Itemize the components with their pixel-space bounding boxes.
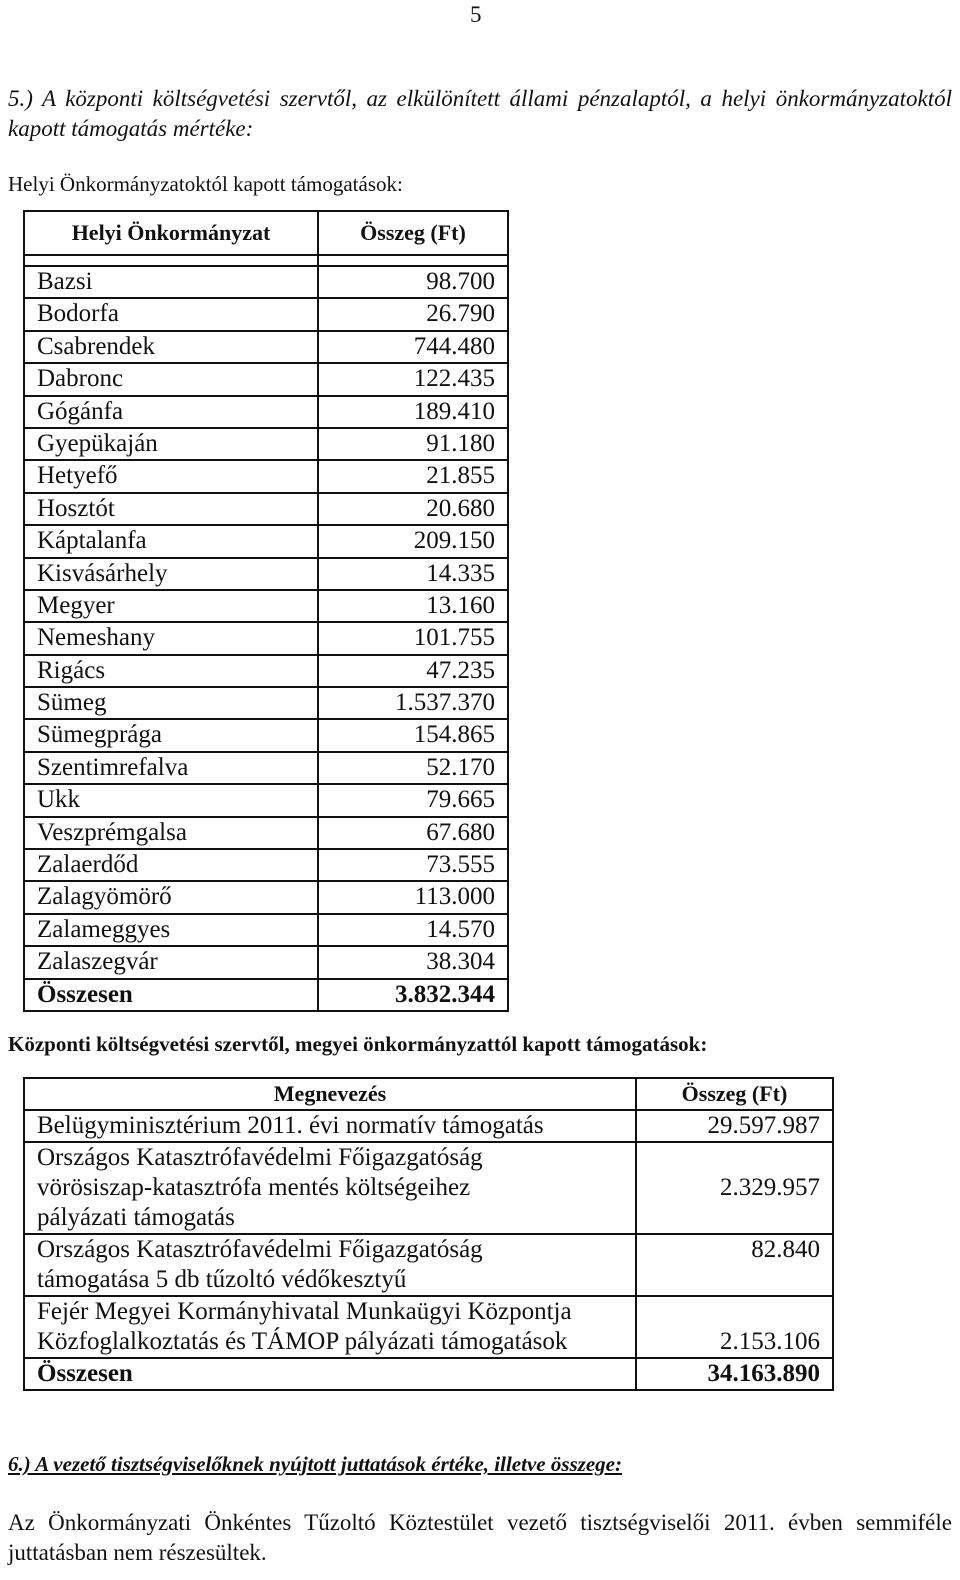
municipality-name: Dabronc bbox=[24, 363, 318, 395]
description-line: Fejér Megyei Kormányhivatal Munkaügyi Központja bbox=[37, 1298, 572, 1325]
table-row bbox=[24, 396, 508, 428]
table-row bbox=[24, 719, 508, 751]
municipality-name: Bazsi bbox=[24, 266, 318, 298]
amount-value: 13.160 bbox=[318, 590, 508, 622]
table-row bbox=[24, 558, 508, 590]
row-description bbox=[24, 1142, 636, 1234]
municipality-name: Gyepükaján bbox=[24, 428, 318, 460]
municipality-name: Nemeshany bbox=[24, 622, 318, 654]
amount-value: 113.000 bbox=[318, 881, 508, 913]
description-line: Belügyminisztérium 2011. évi normatív támogatás bbox=[37, 1112, 544, 1139]
table-row bbox=[24, 784, 508, 816]
amount-value: 154.865 bbox=[318, 719, 508, 751]
municipality-name: Kisvásárhely bbox=[24, 558, 318, 590]
municipality-name: Zalaerdőd bbox=[24, 849, 318, 881]
description-line: Országos Katasztrófavédelmi Főigazgatóság bbox=[37, 1144, 483, 1171]
section-6-title: 6.) A vezető tisztségviselőknek nyújtott juttatások értéke, illetve összege: bbox=[8, 1452, 622, 1476]
table-row bbox=[24, 914, 508, 946]
municipality-name: Bodorfa bbox=[24, 298, 318, 330]
table-row bbox=[24, 460, 508, 492]
total-label: Összesen bbox=[24, 1358, 636, 1390]
row-amount: 2.153.106 bbox=[636, 1296, 833, 1358]
amount-value: 209.150 bbox=[318, 525, 508, 557]
amount-value: 47.235 bbox=[318, 655, 508, 687]
table-row bbox=[24, 1142, 833, 1234]
municipality-name: Szentimrefalva bbox=[24, 752, 318, 784]
total-row bbox=[24, 1358, 833, 1390]
table-header-row bbox=[24, 1078, 833, 1110]
table-row bbox=[24, 363, 508, 395]
table-row bbox=[24, 1296, 833, 1358]
total-amount: 34.163.890 bbox=[636, 1358, 833, 1390]
table-row bbox=[24, 817, 508, 849]
table-row bbox=[24, 525, 508, 557]
section-6-paragraph: Az Önkormányzati Önkéntes Tűzoltó Köztestület vezető tisztségviselői 2011. évben semmiféle juttatásban nem részesültek. bbox=[8, 1510, 952, 1565]
table-row bbox=[24, 331, 508, 363]
description-line: vörösiszap-katasztrófa mentés költségeihez bbox=[37, 1174, 471, 1201]
municipality-name: Zalagyömörő bbox=[24, 881, 318, 913]
row-amount: 82.840 bbox=[636, 1234, 833, 1296]
municipality-name: Veszprémgalsa bbox=[24, 817, 318, 849]
table-row bbox=[24, 590, 508, 622]
amount-value: 67.680 bbox=[318, 817, 508, 849]
municipality-name: Hosztót bbox=[24, 493, 318, 525]
description-line: Országos Katasztrófavédelmi Főigazgatóság bbox=[37, 1236, 483, 1263]
table-1-caption: Helyi Önkormányzatoktól kapott támogatások: bbox=[8, 172, 403, 196]
municipality-name: Megyer bbox=[24, 590, 318, 622]
section-5-title: 5.) A központi költségvetési szervtől, az elkülönített állami pénzalaptól, a helyi önkormányzatoktól kapott támogatás mértéke: bbox=[8, 86, 952, 141]
municipality-name: Hetyefő bbox=[24, 460, 318, 492]
municipality-name: Rigács bbox=[24, 655, 318, 687]
amount-value: 14.570 bbox=[318, 914, 508, 946]
municipality-name: Gógánfa bbox=[24, 396, 318, 428]
table-row bbox=[24, 687, 508, 719]
municipality-name: Sümegprága bbox=[24, 719, 318, 751]
amount-value: 52.170 bbox=[318, 752, 508, 784]
column-header-description: Megnevezés bbox=[24, 1078, 636, 1110]
total-row bbox=[24, 979, 508, 1011]
description-line: Közfoglalkoztatás és TÁMOP pályázati támogatások bbox=[37, 1328, 568, 1355]
municipality-name: Zalaszegvár bbox=[24, 946, 318, 978]
table-row bbox=[24, 881, 508, 913]
row-description bbox=[24, 1296, 636, 1358]
central-support-table bbox=[23, 1077, 834, 1391]
column-header-amount: Összeg (Ft) bbox=[318, 211, 508, 255]
amount-value: 101.755 bbox=[318, 622, 508, 654]
table-row bbox=[24, 849, 508, 881]
amount-value: 91.180 bbox=[318, 428, 508, 460]
local-government-support-table bbox=[23, 210, 509, 1012]
page-number: 5 bbox=[470, 2, 482, 27]
amount-value: 79.665 bbox=[318, 784, 508, 816]
table-2-caption: Központi költségvetési szervtől, megyei önkormányzattól kapott támogatások: bbox=[8, 1032, 708, 1056]
total-amount: 3.832.344 bbox=[318, 979, 508, 1011]
amount-value: 26.790 bbox=[318, 298, 508, 330]
amount-value: 98.700 bbox=[318, 266, 508, 298]
table-row bbox=[24, 1234, 833, 1296]
table-row bbox=[24, 266, 508, 298]
description-line: támogatása 5 db tűzoltó védőkesztyű bbox=[37, 1266, 407, 1293]
column-header-amount: Összeg (Ft) bbox=[636, 1078, 833, 1110]
table-row bbox=[24, 752, 508, 784]
amount-value: 38.304 bbox=[318, 946, 508, 978]
column-header-municipality: Helyi Önkormányzat bbox=[24, 211, 318, 255]
municipality-name: Csabrendek bbox=[24, 331, 318, 363]
amount-value: 21.855 bbox=[318, 460, 508, 492]
spacer-row bbox=[24, 255, 508, 266]
municipality-name: Zalameggyes bbox=[24, 914, 318, 946]
row-description bbox=[24, 1110, 636, 1142]
amount-value: 189.410 bbox=[318, 396, 508, 428]
amount-value: 122.435 bbox=[318, 363, 508, 395]
table-row bbox=[24, 622, 508, 654]
municipality-name: Sümeg bbox=[24, 687, 318, 719]
amount-value: 744.480 bbox=[318, 331, 508, 363]
table-header-row bbox=[24, 211, 508, 255]
amount-value: 20.680 bbox=[318, 493, 508, 525]
municipality-name: Ukk bbox=[24, 784, 318, 816]
table-row bbox=[24, 493, 508, 525]
table-row bbox=[24, 655, 508, 687]
municipality-name: Káptalanfa bbox=[24, 525, 318, 557]
amount-value: 14.335 bbox=[318, 558, 508, 590]
description-line: pályázati támogatás bbox=[37, 1204, 235, 1231]
table-row bbox=[24, 946, 508, 978]
total-label: Összesen bbox=[24, 979, 318, 1011]
table-row bbox=[24, 1110, 833, 1142]
table-row bbox=[24, 298, 508, 330]
row-description bbox=[24, 1234, 636, 1296]
row-amount: 2.329.957 bbox=[636, 1142, 833, 1234]
table-row bbox=[24, 428, 508, 460]
amount-value: 73.555 bbox=[318, 849, 508, 881]
row-amount: 29.597.987 bbox=[636, 1110, 833, 1142]
amount-value: 1.537.370 bbox=[318, 687, 508, 719]
